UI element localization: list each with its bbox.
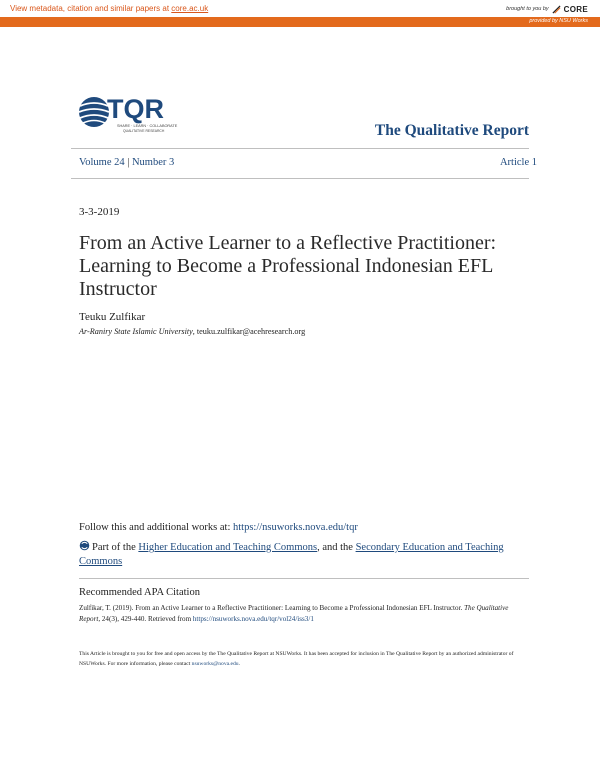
core-logo-icon (552, 5, 561, 14)
divider-top (71, 148, 529, 149)
part-of-middle: , and the (317, 542, 356, 553)
citation-text (79, 603, 519, 624)
divider-bottom (71, 178, 529, 179)
core-brand[interactable] (506, 3, 588, 15)
journal-name-link[interactable]: The Qualitative Report (374, 122, 529, 139)
affiliation-name: Ar-Raniry State Islamic University (79, 327, 193, 336)
secondary-education-commons-link[interactable]: Secondary Education and Teaching Commons (79, 542, 504, 567)
part-of-prefix: Part of the (92, 542, 139, 553)
core-link[interactable]: core.ac.uk (171, 4, 209, 13)
access-notice (79, 650, 519, 669)
citation-part-1: Zulfikar, T. (2019). From an Active Learner to a Reflective Practitioner: Learning to Become a Professional Indonesian EFL Instructor. (79, 604, 465, 612)
volume-link[interactable]: Volume 24 (79, 157, 125, 168)
publication-date: 3-3-2019 (79, 206, 120, 218)
divider-citation (79, 578, 529, 579)
core-metadata-label: View metadata, citation and similar papers at (10, 4, 172, 13)
article-number-link[interactable]: Article 1 (499, 157, 537, 168)
higher-education-commons-link[interactable]: Higher Education and Teaching Commons (138, 542, 318, 553)
author-name: Teuku Zulfikar (79, 311, 146, 323)
tqr-tagline-1: SHARE · LEARN · COLLABORATE (117, 124, 178, 128)
core-metadata-text (10, 4, 208, 13)
core-banner (0, 0, 600, 28)
author-email: , teuku.zulfikar@acehresearch.org (192, 327, 306, 336)
notice-text: This Article is brought to you for free and open access by the The Qualitative Report at NSUWorks. It has been accepted for inclusion in The Qualitative Report by an authorized administrator of NSUWorks. For more information, please contact (79, 651, 514, 667)
citation-heading: Recommended APA Citation (79, 587, 200, 598)
notice-end: . (238, 660, 241, 667)
provided-by-label[interactable]: provided by NSU Works (529, 18, 588, 24)
issue-separator: | (127, 157, 130, 168)
globe-icon (79, 97, 109, 127)
part-of-commons (79, 540, 509, 569)
author-affiliation (79, 327, 305, 336)
number-link[interactable]: Number 3 (131, 157, 175, 168)
citation-url-link[interactable]: https://nsuworks.nova.edu/tqr/vol24/iss3/1 (192, 614, 314, 623)
issue-info (79, 157, 174, 168)
core-label: CORE (563, 4, 588, 14)
tqr-letters: TQR (107, 94, 164, 124)
citation-part-2: , 24(3), 429-440. Retrieved from (98, 614, 193, 623)
citation-journal: The Qualitative Report (79, 604, 509, 623)
contact-email-link[interactable]: nsuworks@nova.edu (191, 660, 239, 667)
core-provider-strip (0, 17, 600, 27)
follow-line (79, 522, 358, 533)
brought-by-label: brought to you by (506, 6, 549, 12)
tqr-tagline-2: QUALITATIVE RESEARCH (123, 129, 165, 133)
follow-label: Follow this and additional works at: (79, 522, 233, 533)
follow-url-link[interactable]: https://nsuworks.nova.edu/tqr (233, 522, 358, 533)
article-title: From an Active Learner to a Reflective Practitioner: Learning to Become a Professional Indonesian EFL Instructor (79, 232, 497, 300)
tqr-globe-logo[interactable] (78, 92, 196, 134)
commons-network-icon (79, 540, 90, 551)
